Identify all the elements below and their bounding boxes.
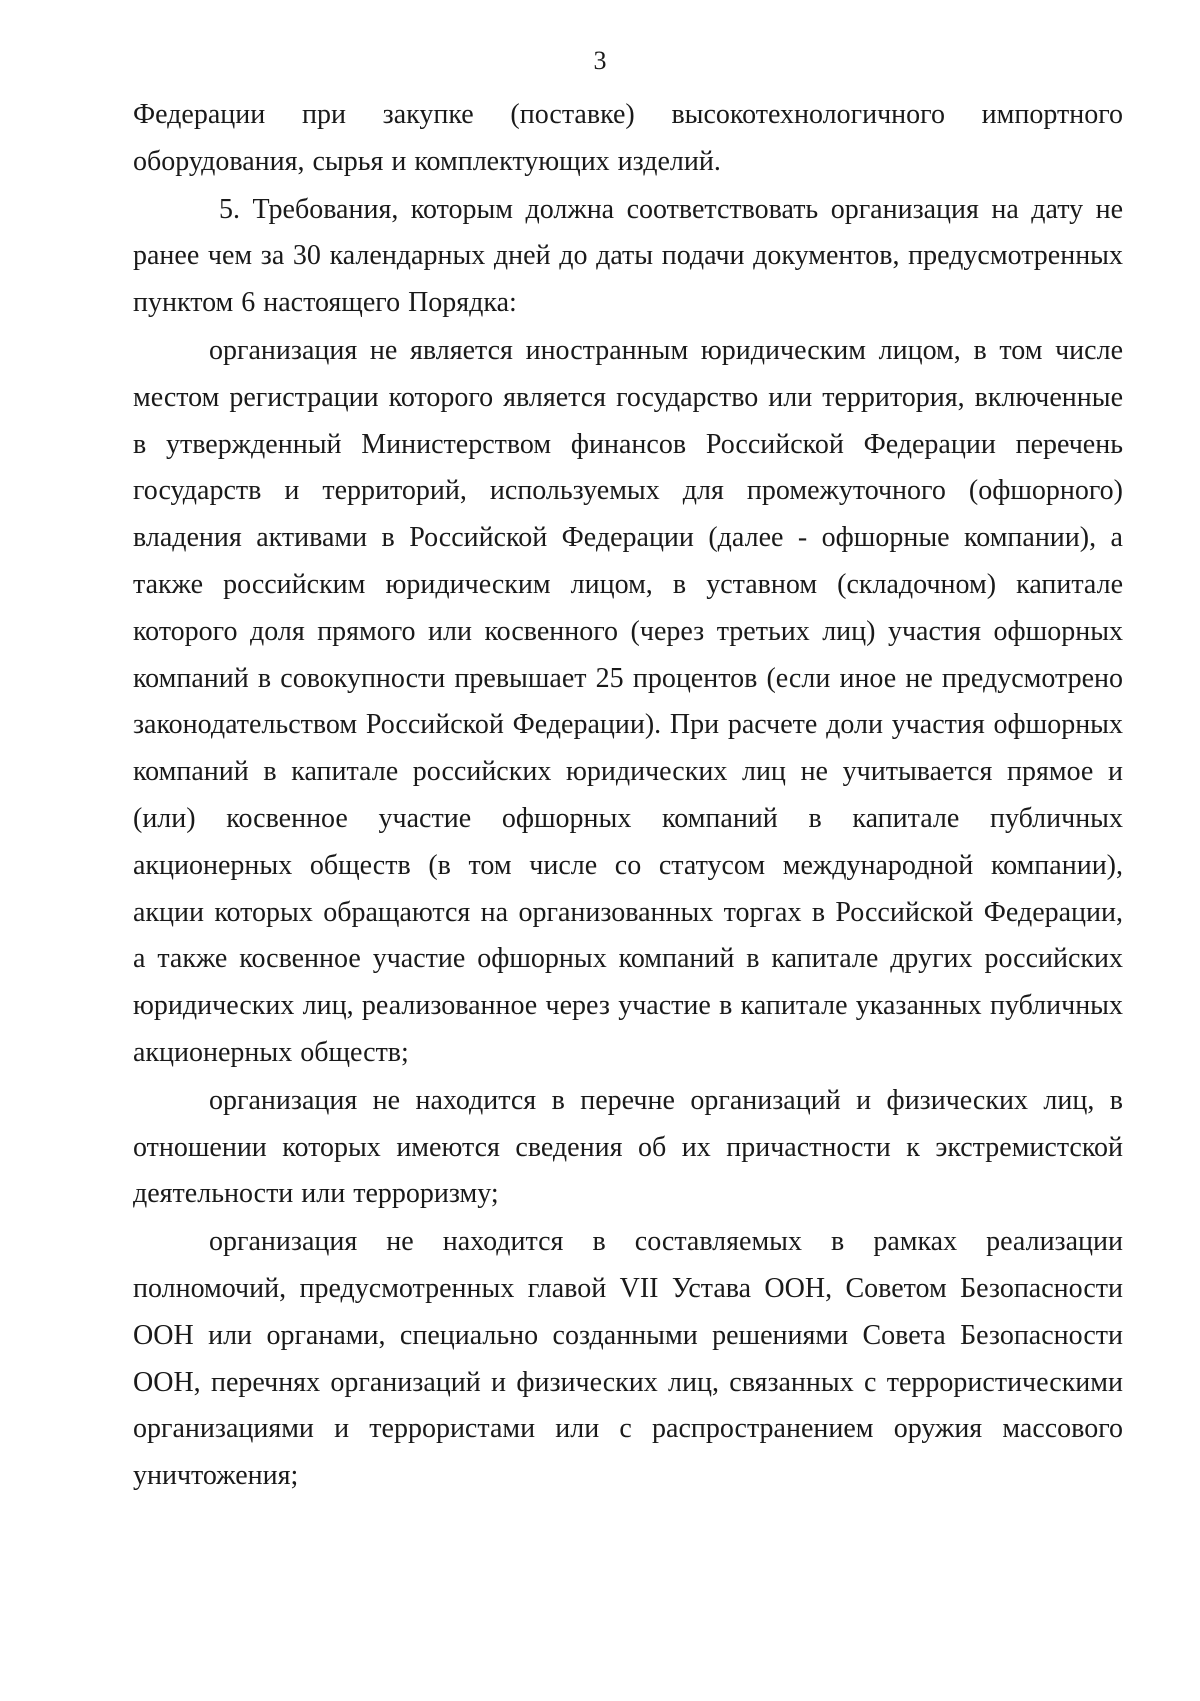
page-number: 3 [593, 46, 607, 75]
paragraph-requirement-offshore: организация не является иностранным юридическим лицом, в том числе местом регистрации которого является государство или территория, включенные в утвержденный Министерством финансов Российской Федерации перечень государств и территорий, используемых для промежуточного (офшорного) владения активами в Российской Федерации (далее - офшорные компании), а также российским юридическим лицом, в уставном (складочном) капитале которого доля прямого или косвенного (через третьих лиц) участия офшорных компаний в совокупности превышает 25 процентов (если иное не предусмотрено законодательством Российской Федерации). При расчете доли участия офшорных компаний в капитале российских юридических лиц не учитывается прямое и (или) косвенное участие офшорных компаний в капитале публичных акционерных обществ (в том числе со статусом международной компании), акции которых обращаются на организованных торгах в Российской Федерации, а также косвенное участие офшорных компаний в капитале других российских юридических лиц, реализованное через участие в капитале указанных публичных акционерных обществ; [133, 334, 1123, 1068]
paragraph-item-5: 5. Требования, которым должна соответствовать организация на дату не ранее чем за 30 календарных дней до даты подачи документов, предусмотренных пунктом 6 настоящего Порядка: [133, 193, 1123, 319]
paragraph-requirement-extremism: организация не находится в перечне организаций и физических лиц, в отношении которых имеются сведения об их причастности к экстремистской деятельности или терроризму; [133, 1084, 1123, 1210]
paragraph-continuation: Федерации при закупке (поставке) высокотехнологичного импортного оборудования, сырья и комплектующих изделий. [133, 99, 1123, 177]
paragraph-requirement-un-lists: организация не находится в составляемых в рамках реализации полномочий, предусмотренных главой VII Устава ООН, Советом Безопасности ООН или органами, специально созданными решениями Совета Безопасности ООН, перечнях организаций и физических лиц, связанных с террористическими организациями и террористами или с распространением оружия массового уничтожения; [133, 1226, 1123, 1492]
document-body [133, 92, 1123, 1500]
